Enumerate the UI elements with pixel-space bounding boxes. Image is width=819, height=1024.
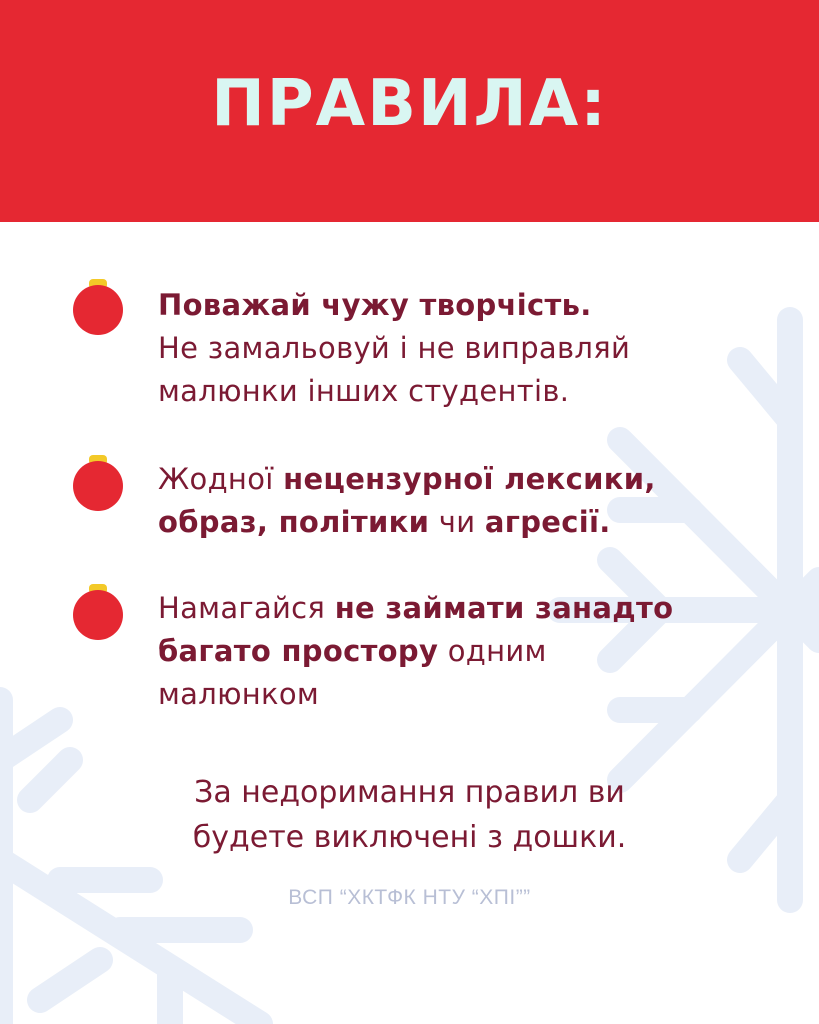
rule-text: Намагайся <box>158 591 335 625</box>
rule-line <box>158 327 778 370</box>
snowflake-left-icon <box>0 700 260 1024</box>
warning-line: За недоримання правил ви <box>194 775 625 810</box>
rule-text: Не замальовуй і не виправляй <box>158 331 631 365</box>
rule-line <box>158 370 778 413</box>
rule-item-no-profanity <box>158 458 778 544</box>
rule-text-bold: багато простору <box>158 634 439 668</box>
rule-line <box>158 630 778 673</box>
rule-text-bold: агресії. <box>484 505 611 539</box>
organization-label: ВСП “ХКТФК НТУ “ХПІ”” <box>288 886 531 909</box>
rule-text: малюнки інших студентів. <box>158 374 570 408</box>
rule-text: одним <box>438 634 547 668</box>
ornament-ball-icon <box>70 452 126 512</box>
rule-text-bold: нецензурної лексики, <box>283 462 656 496</box>
rule-item-space <box>158 587 778 716</box>
rule-line <box>158 587 778 630</box>
rule-text: малюнком <box>158 677 320 711</box>
ornament-ball-icon <box>70 276 126 336</box>
warning-text <box>0 770 819 860</box>
rule-text-bold: образ, політики <box>158 505 430 539</box>
rule-text: Жодної <box>158 462 284 496</box>
rule-line <box>158 501 778 544</box>
rule-item-respect <box>158 284 778 413</box>
rule-text: чи <box>429 505 485 539</box>
warning-line: будете виключені з дошки. <box>192 820 627 855</box>
rule-line <box>158 673 778 716</box>
rule-line <box>158 458 778 501</box>
rule-text-bold: Поважай чужу творчість. <box>158 288 592 322</box>
rule-line <box>158 284 778 327</box>
ornament-ball-icon <box>70 581 126 641</box>
page-title: ПРАВИЛА: <box>211 67 608 141</box>
rule-text-bold: не займати занадто <box>334 591 674 625</box>
